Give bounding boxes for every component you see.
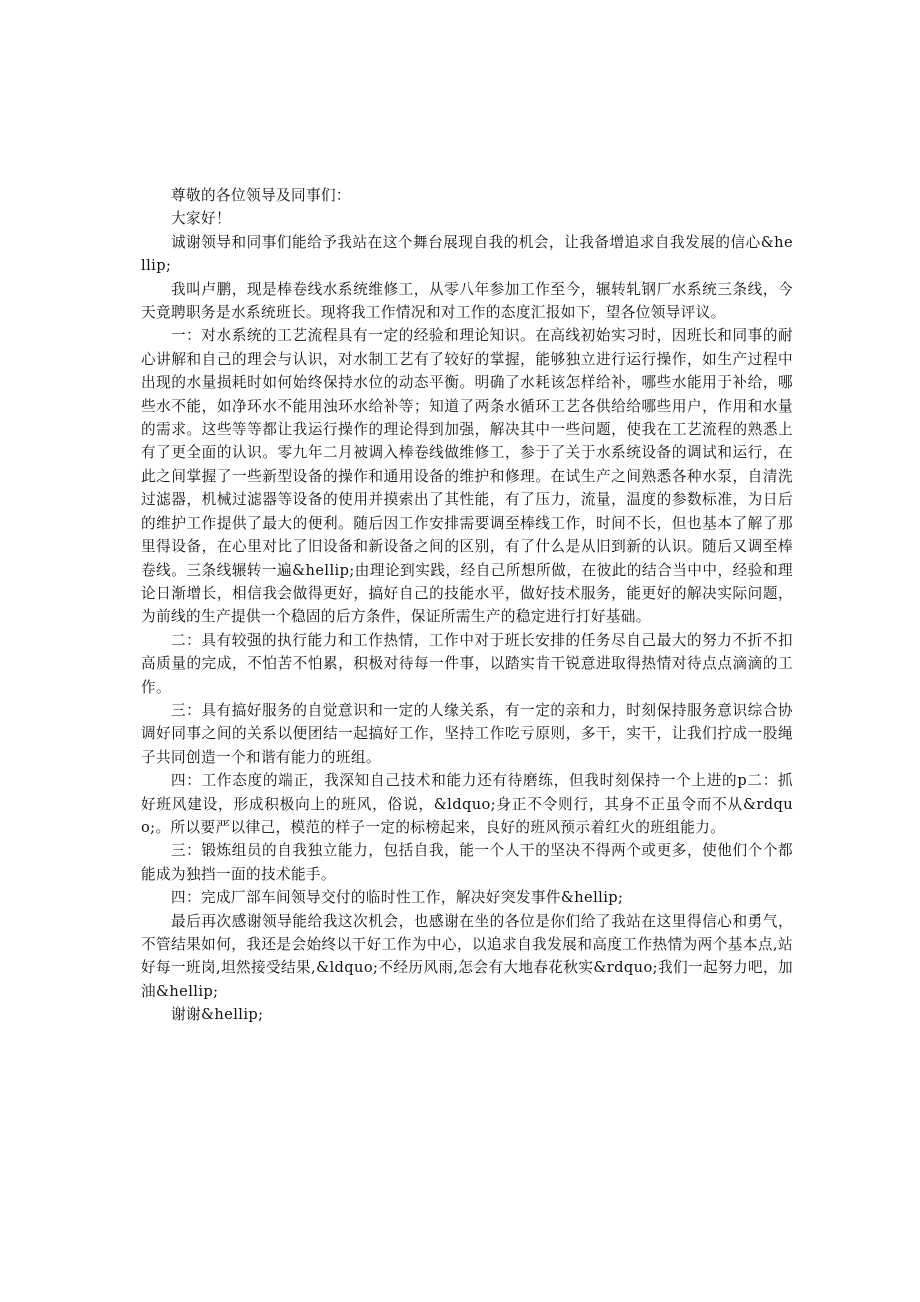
paragraph-point-one: 一：对水系统的工艺流程具有一定的经验和理论知识。在高线初始实习时，因班长和同事的耐心讲解和自己的理会与认识，对水制工艺有了较好的掌握，能够独立进行运行操作，如生产过程中出现的水量损耗时如何始终保持水位的动态平衡。明确了水耗该怎样给补，哪些水能用于补给，哪些水不能，如净环水不能用浊环水给补等；知道了两条水循环工艺各供给给哪些用户，作用和水量的需求。这些等等都让我运行操作的理论得到加强，解决其中一些问题，使我在工艺流程的熟悉上有了更全面的认识。零九年二月被调入棒卷线做维修工，参于了关于水系统设备的调试和运行，在此之间掌握了一些新型设备的操作和通用设备的维护和修理。在试生产之间熟悉各种水泵，自清洗过滤器，机械过滤器等设备的使用并摸索出了其性能，有了压力，流量，温度的参数标准，为日后的维护工作提供了最大的便利。随后因工作安排需要调至棒线工作，时间不长，但也基本了解了那里得设备，在心里对比了旧设备和新设备之间的区别，有了什么是从旧到新的认识。随后又调至棒卷线。三条线辗转一遍&hellip;由理论到实践，经自己所想所做，在彼此的结合当中中，经验和理论日渐增长，相信我会做得更好，搞好自己的技能水平，做好技术服务，能更好的解决实际问题，为前线的生产提供一个稳固的后方条件，保证所需生产的稳定进行打好基础。 bbox=[141, 327, 793, 626]
paragraph-point-three: 三：具有搞好服务的自觉意识和一定的人缘关系，有一定的亲和力，时刻保持服务意识综合协调好同事之间的关系以便团结一起搞好工作，坚持工作吃亏原则，多干，实干，让我们拧成一股绳子共同创造一个和谐有能力的班组。 bbox=[141, 701, 793, 766]
paragraph-closing: 最后再次感谢领导能给我这次机会，也感谢在坐的各位是你们给了我站在这里得信心和勇气，不管结果如何，我还是会始终以干好工作为中心，以追求自我发展和高度工作热情为两个基本点,站好每一班岗,坦然接受结果,&ldquo;不经历风雨,怎会有大地春花秋实&rdquo;我们一起努力吧，加油&hellip; bbox=[141, 912, 793, 1000]
thanks-line: 谢谢&hellip; bbox=[171, 1006, 264, 1024]
greeting-line: 尊敬的各位领导及同事们： bbox=[171, 187, 351, 204]
paragraph-introduction: 我叫卢鹏，现是棒卷线水系统维修工，从零八年参加工作至今，辗转轧钢厂水系统三条线，今天竟聘职务是水系统班长。现将我工作情况和对工作的态度汇报如下，望各位领导评议。 bbox=[141, 280, 793, 322]
hello-line: 大家好！ bbox=[171, 210, 231, 228]
paragraph-plan-three: 三：锻炼组员的自我独立能力，包括自我，能一个人干的坚决不得两个或更多，使他们个个都能成为独挡一面的技术能手。 bbox=[141, 842, 793, 883]
paragraph-thanks: 诚谢领导和同事们能给予我站在这个舞台展现自我的机会，让我备增追求自我发展的信心&hellip; bbox=[141, 233, 793, 275]
paragraph-plan-four: 四：完成厂部车间领导交付的临时性工作，解决好突发事件&hellip; bbox=[171, 889, 624, 907]
paragraph-point-four: 四：工作态度的端正，我深知自己技术和能力还有待磨练，但我时刻保持一个上进的p二：抓好班风建设，形成积极向上的班风，俗说，&ldquo;身正不令则行，其身不正虽令而不从&rdquo;。所以要严以律己，模范的样子一定的标榜起来，良好的班风预示着红火的班组能力。 bbox=[141, 772, 793, 836]
paragraph-point-two: 二：具有较强的执行能力和工作热情，工作中对于班长安排的任务尽自己最大的努力不折不扣高质量的完成，不怕苦不怕累，积极对待每一件事，以踏实肯干锐意进取得热情对待点点滴滴的工作。 bbox=[141, 631, 793, 696]
document-body bbox=[141, 184, 793, 1027]
